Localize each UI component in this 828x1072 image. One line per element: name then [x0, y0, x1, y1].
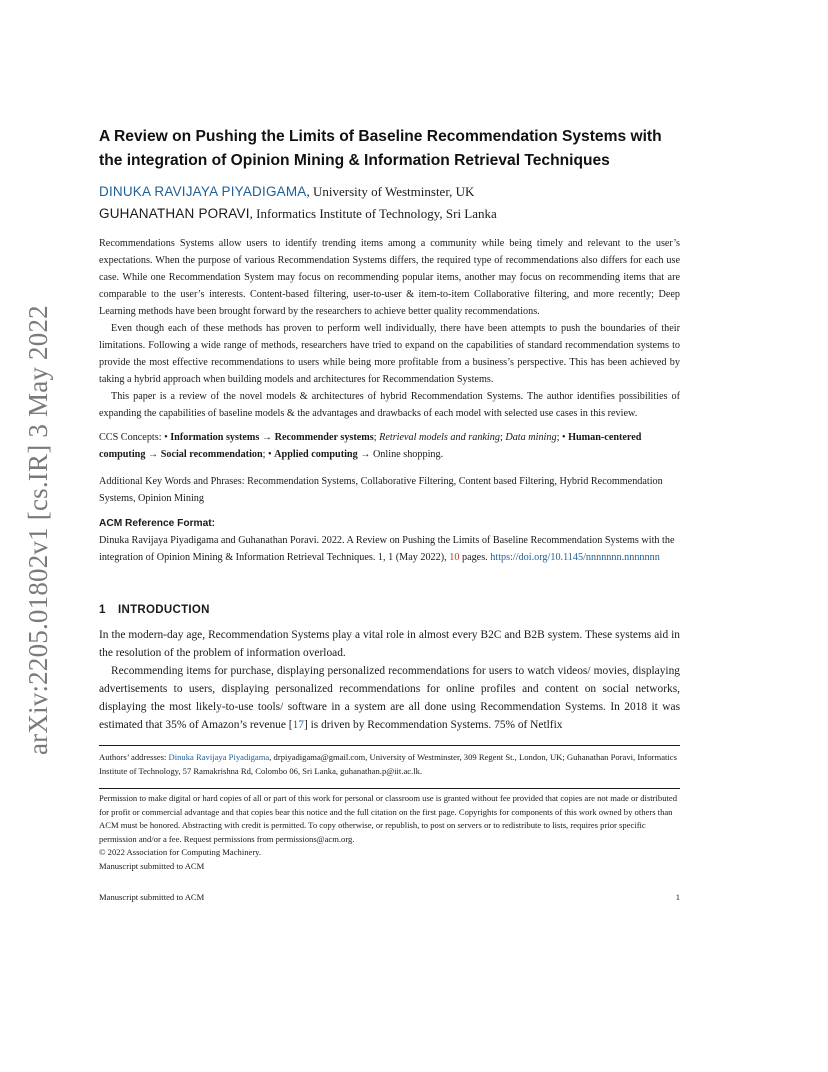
permission-text: Permission to make digital or hard copies of all or part of this work for personal or classroom use is granted without fee provided that copies are not made or distributed for profit or commercial advantage and that copies bear this notice and the full citation on the first page. Copyrights for components of this work owned by others than ACM must be honored. Abstracting with credit is permitted. To copy otherwise, or republish, to post on servers or to redistribute to lists, requires prior specific permission and/or a fee. Request permissions from permissions@acm.org.: [99, 793, 678, 844]
title-line-1: A Review on Pushing the Limits of Baseline Recommendation Systems with: [99, 128, 662, 145]
ccs-concept-1: Information systems → Recommender systems: [170, 432, 374, 443]
acm-reference-pages: pages.: [459, 552, 491, 563]
acm-reference-citation: Dinuka Ravijaya Piyadigama and Guhanathan Poravi. 2022. A Review on Pushing the Limits of Baseline Recommendation Systems with the integration of Opinion Mining & Information Retrieval Techniques. 1, 1 (May 2022),: [99, 535, 675, 563]
section-heading-introduction: [99, 604, 680, 616]
author-1-name[interactable]: DINUKA RAVIJAYA PIYADIGAMA: [99, 184, 307, 199]
author-2-affiliation: , Informatics Institute of Technology, Sri Lanka: [249, 206, 497, 221]
ccs-prefix: CCS Concepts: •: [99, 432, 168, 443]
intro-paragraph-2-text-b: ] is driven by Recommendation Systems. 75% of Netlfix: [303, 719, 563, 731]
abstract-paragraph-2: Even though each of these methods has proven to perform well individually, there have been attempts to push the boundaries of their limitations. Following a wide range of methods, researchers have tried to expand on the capabilities of standard recommendation systems to provide the most effective recommendations to users while being more profitable from a business’s perspective. This has been achieved by taking a hybrid approach when building models and architectures for Recommendation Systems.: [99, 323, 680, 385]
intro-paragraph-1: In the modern-day age, Recommendation Systems play a vital role in almost every B2C and B2B system. These systems aid in the resolution of the problem of information overload.: [99, 629, 680, 659]
abstract-paragraph-3: This paper is a review of the novel models & architectures of hybrid Recommendation Systems. The author identifies possibilities of expanding the capabilities of baseline models & the advantages and drawbacks of each model with selected use cases in this review.: [99, 391, 680, 419]
page-footer: [99, 891, 680, 903]
acm-reference-format: [99, 515, 680, 566]
intro-paragraph-2-text-a: Recommending items for purchase, displaying personalized recommendations for users to watch videos/ movies, displaying advertisements to users, displaying personalized recommendations for online profiles and content on social networks, displaying the most likely-to-use tools/ software in a system are all done using Recommendation Systems. In 2018 it was estimated that 35% of Amazon’s revenue [: [99, 665, 680, 731]
footnote-divider: [99, 745, 680, 746]
keywords: Additional Key Words and Phrases: Recommendation Systems, Collaborative Filtering, Content based Filtering, Hybrid Recommendation Systems, Opinion Mining: [99, 476, 663, 504]
paper-title: [99, 125, 680, 173]
authors-addresses-label: Authors’ addresses:: [99, 752, 169, 762]
author-email-link[interactable]: Dinuka Ravijaya Piyadigama: [168, 752, 270, 762]
ccs-concept-2: Human-centered computing → Social recommendation: [99, 432, 642, 460]
acm-reference-heading: ACM Reference Format:: [99, 518, 216, 529]
author-2: [99, 206, 680, 222]
intro-paragraph-2: [99, 662, 680, 734]
ccs-concept-1-sub-a: Retrieval models and ranking: [379, 432, 500, 443]
footer-left-text: Manuscript submitted to ACM: [99, 892, 205, 902]
abstract: [99, 235, 680, 422]
abstract-paragraph-1: Recommendations Systems allow users to identify trending items among a community while being timely and relevant to the user’s expectations. When the purpose of various Recommendation Systems differs, the required type of recommendations also differs for each use case. While one Recommendation System may focus on recommending popular items, another may focus on recommending items that are comparable to the user’s interests. Content-based filtering, user-to-user & item-to-item Collaborative filtering, and more recently; Deep Learning methods have been brought forward by the researchers to achieve better quality recommendations.: [99, 238, 680, 317]
ccs-concept-1-sub-b: Data mining: [505, 432, 557, 443]
doi-link[interactable]: https://doi.org/10.1145/nnnnnnn.nnnnnnn: [490, 552, 660, 563]
copyright-text: © 2022 Association for Computing Machinery.: [99, 847, 262, 858]
permission-divider: [99, 788, 680, 789]
ccs-concept-3-sub: → Online shopping.: [360, 449, 444, 460]
page-number: 1: [675, 892, 680, 902]
citation-link-17[interactable]: 17: [292, 719, 304, 731]
introduction-body: [99, 626, 680, 734]
manuscript-note: Manuscript submitted to ACM: [99, 860, 205, 871]
ccs-concepts: CCS Concepts: • Information systems → Recommender systems; Retrieval models and ranking; Data mining; • Human-centered computing → Social recommendation; • Applied computing → Online shopping.: [99, 432, 642, 460]
permission-notice: [99, 792, 680, 874]
arxiv-identifier: arXiv:2205.01802v1 [cs.IR] 3 May 2022: [23, 305, 53, 755]
acm-reference-text: [99, 532, 680, 566]
ccs-concept-3: Applied computing: [274, 449, 358, 460]
author-2-name: GUHANATHAN PORAVI: [99, 206, 250, 221]
author-1-affiliation: , University of Westminster, UK: [306, 184, 475, 199]
page-count-link[interactable]: 10: [449, 552, 460, 563]
author-1: [99, 184, 680, 200]
authors-addresses-text: , drpiyadigama@gmail.com, University of Westminster, 309 Regent St., London, UK; Guhanathan Poravi, Informatics Institute of Technology, 57 Ramakrishna Rd, Colombo 06, Sri Lanka, guhanathan.p@iit.ac.lk.: [99, 752, 677, 776]
title-line-2: the integration of Opinion Mining & Information Retrieval Techniques: [99, 152, 610, 169]
authors-addresses-footnote: [99, 751, 680, 778]
section-number: 1: [99, 604, 106, 616]
section-title: INTRODUCTION: [118, 604, 210, 616]
